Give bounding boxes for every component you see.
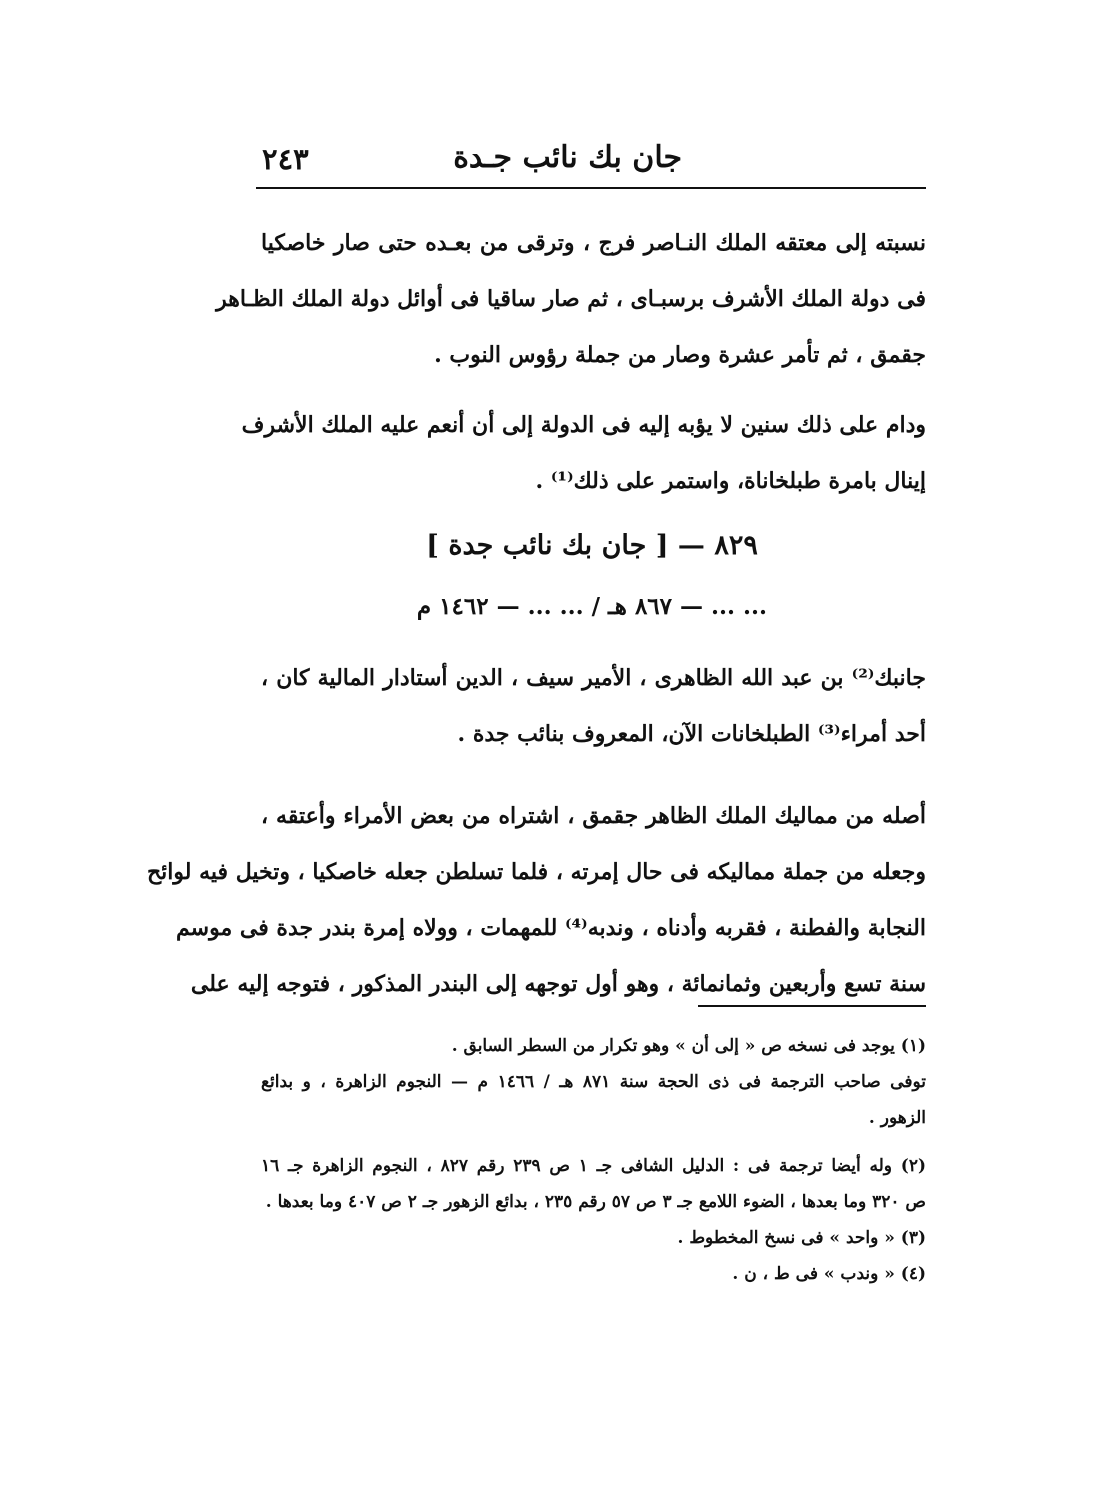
header-rule: [256, 187, 926, 189]
text-line: إينال بامرة طبلخاناة، واستمر على ذلك⁽¹⁾ .: [535, 468, 926, 494]
footnote-2: (٢) وله أيضا ترجمة فى : الدليل الشافى جـ ١ ص ٢٣٩ رقم ٨٢٧ ، النجوم الزاهرة جـ ١٦: [261, 1156, 926, 1176]
footnote-1-continuation: توفى صاحب الترجمة فى ذى الحجة سنة ٨٧١ هـ / ١٤٦٦ م — النجوم الزاهرة ، و بدائع: [261, 1072, 926, 1092]
running-head: [258, 138, 926, 184]
footnote-2-continuation: ص ٣٢٠ وما بعدها ، الضوء اللامع جـ ٣ ص ٥٧ رقم ٢٣٥ ، بدائع الزهور جـ ٢ ص ٤٠٧ وما بعدها .: [265, 1192, 926, 1212]
entry-dates: ... ... — ٨٦٧ هـ / ... ... — ١٤٦٢ م: [416, 593, 768, 620]
paragraph-3: [261, 650, 926, 762]
text-line: فى دولة الملك الأشرف برسبـاى ، ثم صار ساقيا فى أوائل دولة الملك الظـاهر: [216, 286, 926, 312]
text-line: النجابة والفطنة ، فقربه وأدناه ، وندبه⁽⁴⁾ للمهمات ، وولاه إمرة بندر جدة فى موسم: [176, 915, 926, 941]
text-line: جانبك⁽²⁾ بن عبد الله الظاهرى ، الأمير سيف ، الدين أستادار المالية كان ،: [261, 665, 926, 691]
text-line: نسبته إلى معتقه الملك النـاصر فرج ، وترقى من بعـده حتى صار خاصكيا: [261, 230, 926, 256]
page-number: ٢٤٣: [262, 142, 309, 176]
paragraph-2: [241, 397, 926, 509]
text-line: ودام على ذلك سنين لا يؤبه إليه فى الدولة إلى أن أنعم عليه الملك الأشرف: [241, 412, 926, 438]
footnote-1-continuation: الزهور .: [868, 1108, 926, 1128]
text-line: جقمق ، ثم تأمر عشرة وصار من جملة رؤوس النوب .: [434, 342, 926, 368]
paragraph-4: [146, 788, 926, 1012]
footnote-rule: [698, 1005, 926, 1007]
footnote-4: (٤) « وندب » فى ط ، ن .: [732, 1264, 926, 1284]
footnote-1: (١) يوجد فى نسخه ص « إلى أن » وهو تكرار من السطر السابق .: [451, 1036, 926, 1056]
footnote-3: (٣) « واحد » فى نسخ المخطوط .: [677, 1228, 926, 1248]
running-title: جان بك نائب جـدة: [453, 140, 682, 175]
footnotes: [261, 1028, 926, 1292]
entry-heading: ٨٢٩ — [ جان بك نائب جدة ]: [426, 530, 758, 561]
paragraph-1: [216, 215, 926, 383]
text-line: وجعله من جملة مماليكه فى حال إمرته ، فلما تسلطن جعله خاصكيا ، وتخيل فيه لوائح: [146, 859, 926, 885]
text-line: سنة تسع وأربعين وثمانمائة ، وهو أول توجهه إلى البندر المذكور ، فتوجه إليه على: [190, 971, 926, 997]
text-line: أصله من مماليك الملك الظاهر جقمق ، اشتراه من بعض الأمراء وأعتقه ،: [261, 803, 926, 829]
text-line: أحد أمراء⁽³⁾ الطبلخانات الآن، المعروف بنائب جدة .: [457, 721, 926, 747]
